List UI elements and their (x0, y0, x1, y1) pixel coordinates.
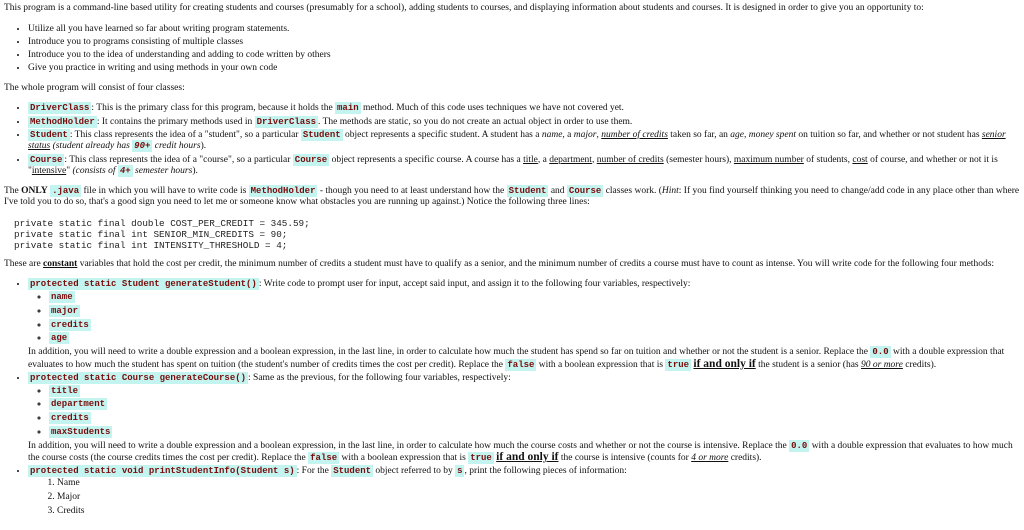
code-token: s (457, 466, 463, 477)
list-item (28, 63, 1020, 75)
variable-list (28, 386, 1020, 439)
text-run: with a double expression that evaluates to how much the student has spent on tuition (the student's number of credits times the cost per credit). Replace the (28, 347, 1005, 370)
text-run: : It contains the primary methods used in (96, 116, 255, 127)
text-run: Utilize all you have learned so far about writing program statements. (28, 23, 290, 34)
methods-list (4, 279, 1020, 517)
code-line: private static final int INTENSITY_THRESHOLD = 4; (14, 239, 288, 251)
text-run: Give you practice in writing and using methods in your own code (28, 63, 278, 74)
method-item (28, 373, 1020, 465)
variable-item (49, 399, 1020, 411)
info-item: 2. Major (57, 492, 1020, 504)
text-run: 90 or more (861, 359, 903, 370)
variable-item (49, 386, 1020, 398)
text-run: The whole program will consist of four classes: (4, 82, 185, 93)
text-run: : Write code to prompt user for input, accept said input, and assign it to the following four variables, respectively: (258, 279, 691, 290)
code-token: true (667, 359, 690, 370)
text-run: maximum number (733, 154, 804, 165)
text-run: . The methods are static, so you do not create an actual object in order to use them. (318, 116, 633, 127)
text-run: This program is a command-line based utility for creating students and courses (presumably for a school), adding students to courses, and displaying information about students and courses. It is designed in order to give you an opportunity to: (4, 3, 924, 13)
text-run: , (596, 129, 602, 140)
text-run: , a (537, 154, 550, 165)
text-run: the course is intensive (counts for (558, 453, 692, 464)
list-item (28, 117, 1020, 129)
text-run: In addition, you will need to write a double expression and a boolean expression, in the last line, in order to calculate how much the course costs and whether or not the course is intensive. Replace the (28, 440, 790, 451)
text-run: number of credits (596, 154, 664, 165)
text-run: major (573, 129, 597, 140)
code-token: Student (30, 129, 68, 140)
code-token: main (337, 103, 359, 114)
code-token: Course (294, 154, 328, 165)
code-token: protected static Course generateCourse() (30, 372, 247, 383)
variable-item (49, 306, 1020, 318)
text-run: variables that hold the cost per credit, the minimum number of credits a student must have to qualify as a senior, and the minimum number of credits a course must have to count as intense. You will write code for the following four methods: (77, 258, 995, 269)
variable-item (49, 320, 1020, 332)
text-run: number of credits (601, 129, 668, 140)
goals-list (4, 24, 1020, 75)
code-token: Student (333, 466, 372, 477)
text-run: object represents a specific course. A course has a (329, 154, 524, 165)
text-run: department (549, 154, 592, 165)
text-run: with a boolean expression that is (339, 453, 469, 464)
constants-paragraph (4, 259, 1020, 271)
text-run: These are (4, 258, 44, 269)
constants-code-block (14, 218, 1020, 251)
code-token: 4+ (119, 166, 131, 177)
code-token: true (470, 453, 492, 464)
text-run: object referred to by (373, 466, 456, 477)
text-run: age (730, 129, 745, 140)
text-run: method. Much of this code uses techniques we have not covered yet. (360, 103, 624, 114)
code-token: DriverClass (256, 116, 317, 127)
code-token: 0.0 (872, 347, 889, 358)
text-run: with a boolean expression that is (536, 359, 666, 370)
text-run: : Same as the previous, for the following four variables, respectively: (248, 372, 511, 383)
classes-list (4, 103, 1020, 177)
text-run: ). (192, 166, 198, 177)
text-run: classes work. ( (603, 185, 662, 196)
variable-name: credits (51, 413, 89, 424)
text-run: with a double expression that evaluates to how much the course costs (the course credits times the cost per credit). Replace the (28, 440, 1013, 464)
code-token: false (507, 359, 535, 370)
code-token: false (310, 453, 338, 464)
text-run: The (4, 185, 22, 196)
variable-item (49, 427, 1020, 439)
text-run: : This class represents the idea of a "course", so a particular (64, 154, 293, 165)
text-run: (consists of (72, 166, 118, 177)
code-token: .java (52, 185, 80, 196)
text-run: name (541, 129, 563, 140)
text-run: (student already has (50, 141, 133, 152)
variable-item (49, 292, 1020, 304)
text-run: : This is the primary class for this program, because it holds the (91, 103, 336, 114)
code-token: 0.0 (791, 440, 808, 451)
text-run: semester hours (132, 166, 193, 177)
method-item (28, 466, 1020, 517)
code-token: 90+ (134, 141, 151, 152)
text-run: Introduce you to the idea of understanding and adding to code written by others (28, 49, 331, 60)
text-run: In addition, you will need to write a double expression and a boolean expression, in the last line, in order to calculate how much the student has spend so far on tuition and whether or not the student is a senior. Replace the (28, 347, 871, 358)
text-run: , print the following pieces of information: (464, 466, 627, 477)
code-token: protected static Student generateStudent() (30, 279, 257, 290)
text-run: credit hours (152, 141, 201, 152)
classes-intro (4, 83, 1020, 95)
text-run: (semester hours), (663, 154, 734, 165)
variable-name: title (51, 385, 79, 396)
info-list (28, 478, 1020, 517)
list-item (28, 50, 1020, 62)
text-run: title (523, 154, 538, 165)
text-run: , (744, 129, 749, 140)
code-token: DriverClass (30, 103, 90, 114)
text-run: taken so far, an (667, 129, 731, 140)
code-token: MethodHolder (250, 185, 316, 196)
text-run: on tuition so far, and whether or not student has (796, 129, 982, 140)
variable-item (49, 413, 1020, 425)
info-item: 1. Name (57, 478, 1020, 490)
variable-name: department (51, 399, 106, 410)
list-item (28, 24, 1020, 36)
method-details (28, 347, 1020, 371)
text-run: of course, and whether or not it is " (28, 154, 998, 177)
code-token: Student (508, 185, 547, 196)
text-run: if and only if (693, 357, 756, 370)
list-item (28, 155, 1020, 178)
code-token: Course (30, 154, 63, 165)
variable-name: major (51, 305, 79, 316)
code-token: MethodHolder (30, 116, 95, 127)
text-run: credits). (902, 359, 937, 370)
text-run: : For the (296, 466, 332, 477)
code-line: private static final int SENIOR_MIN_CREDITS = 90; (14, 228, 288, 240)
text-run: cost (852, 154, 868, 165)
text-run: : This class represents the idea of a "student", so a particular (69, 129, 301, 140)
text-run: credits). (728, 453, 762, 464)
variable-name: credits (51, 319, 89, 330)
variable-name: name (51, 292, 73, 303)
text-run: if and only if (496, 451, 559, 464)
method-details (28, 441, 1020, 465)
text-run: ). (200, 141, 207, 152)
text-run: Introduce you to programs consisting of multiple classes (28, 36, 244, 47)
variable-name: age (51, 333, 68, 344)
text-run: constant (43, 258, 78, 269)
variable-list (28, 292, 1020, 345)
code-token: protected static void printStudentInfo(Student s) (30, 466, 295, 477)
text-run: object represents a specific student. A student has a (342, 129, 542, 140)
text-run: " (66, 166, 73, 177)
list-item (28, 103, 1020, 115)
code-line: private static final double COST_PER_CREDIT = 345.59; (14, 217, 310, 229)
text-run: , a (562, 129, 574, 140)
list-item (28, 37, 1020, 49)
text-run: the student is a senior (has (755, 359, 861, 370)
text-run: ONLY (21, 185, 48, 196)
text-run: : If you find yourself thinking you need to change/add code in any place other than where I've told you to do so, that's a good sign you need to let me or someone know what obstacles you are running up against.) Notice the following three lines: (4, 185, 1020, 208)
text-run: money spent (748, 129, 796, 140)
code-token: Course (568, 185, 602, 196)
method-item (28, 279, 1020, 371)
list-item (28, 130, 1020, 153)
only-file-paragraph (4, 186, 1020, 209)
text-run: 4 or more (691, 453, 729, 464)
text-run: file in which you will have to write code is (81, 185, 249, 196)
text-run: of students, (803, 154, 853, 165)
info-item: 3. Credits (57, 506, 1020, 518)
text-run: Hint (661, 185, 679, 196)
text-run: intensive (31, 166, 67, 177)
text-run: , (591, 154, 597, 165)
variable-name: maxStudents (51, 426, 111, 437)
text-run: - though you need to at least understand how the (317, 185, 507, 196)
text-run: and (548, 185, 567, 196)
code-token: Student (302, 129, 341, 140)
variable-item (49, 333, 1020, 345)
text-run: senior status (28, 129, 1006, 152)
intro-paragraph (4, 3, 1020, 15)
